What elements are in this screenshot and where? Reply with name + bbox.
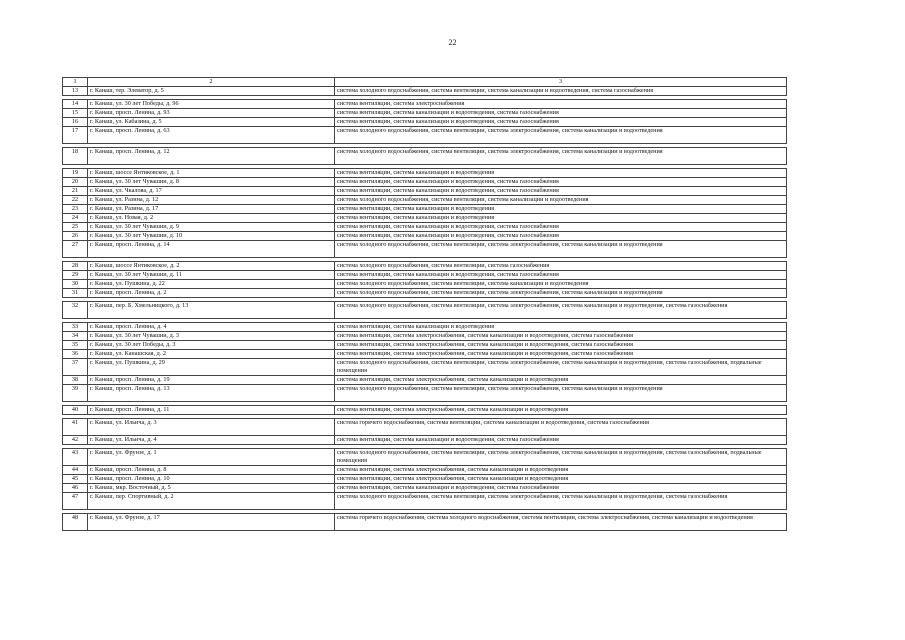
table-row [63, 148, 787, 165]
row-systems: система вентиляции, система канализации и водоотведения, система газоснабжения [335, 436, 787, 445]
row-systems: система вентиляции, система канализации и водоотведения [335, 323, 787, 332]
row-number: 29 [63, 271, 88, 280]
row-address: г. Канаш, ул. 30 лет Чувашии, д. 3 [88, 332, 335, 341]
table-row [63, 100, 787, 109]
table-row [63, 178, 787, 187]
row-number: 35 [63, 341, 88, 350]
header-col-number: 1 [63, 78, 88, 87]
row-systems: система холодного водоснабжения, система вентиляции, система электроснабжения, система канализации и водоотведения, система газоснабжения [335, 302, 787, 319]
row-systems: система вентиляции, система электроснабжения, система канализации и водоотведения [335, 475, 787, 484]
table-row [63, 262, 787, 271]
row-address: г. Канаш, ул. Разина, д. 17 [88, 205, 335, 214]
row-systems: система вентиляции, система канализации и водоотведения, система газоснабжения [335, 232, 787, 241]
row-systems: система холодного водоснабжения, система вентиляции, система канализации и водоотведения, система газоснабжения [335, 87, 787, 96]
table-row [63, 196, 787, 205]
row-number: 25 [63, 223, 88, 232]
row-systems: система холодного водоснабжения, система вентиляции, система канализации и водоотведения [335, 280, 787, 289]
row-number: 24 [63, 214, 88, 223]
row-systems: система вентиляции, система канализации и водоотведения, система газоснабжения [335, 187, 787, 196]
row-number: 46 [63, 484, 88, 493]
row-number: 36 [63, 350, 88, 359]
row-address: г. Канаш, ул. 30 лет Победы, д. 3 [88, 341, 335, 350]
row-number: 43 [63, 449, 88, 466]
row-number: 20 [63, 178, 88, 187]
row-address: г. Канаш, мкр. Восточный, д. 5 [88, 484, 335, 493]
row-number: 39 [63, 385, 88, 402]
table-row [63, 406, 787, 415]
row-address: г. Канаш, ул. Кабазина, д. 5 [88, 118, 335, 127]
table-row [63, 289, 787, 298]
row-number: 37 [63, 359, 88, 376]
row-systems: система холодного водоснабжения, система вентиляции, система электроснабжения, система канализации и водоотведения [335, 385, 787, 402]
row-number: 28 [63, 262, 88, 271]
row-number: 22 [63, 196, 88, 205]
row-number: 31 [63, 289, 88, 298]
row-address: г. Канаш, пер. Б. Хмельницкого, д. 13 [88, 302, 335, 319]
row-address: г. Канаш, просп. Ленина, д. 8 [88, 466, 335, 475]
row-number: 34 [63, 332, 88, 341]
row-systems: система вентиляции, система электроснабжения [335, 100, 787, 109]
row-address: г. Канаш, ул. Ильича, д. 3 [88, 419, 335, 436]
table-row [63, 271, 787, 280]
row-address: г. Канаш, ул. 30 лет Чувашии, д. 10 [88, 232, 335, 241]
row-number: 21 [63, 187, 88, 196]
row-address: г. Канаш, просп. Ленина, д. 4 [88, 323, 335, 332]
row-number: 19 [63, 169, 88, 178]
row-address: г. Канаш, пер. Спортивный, д. 2 [88, 493, 335, 510]
table-row [63, 223, 787, 232]
row-systems: система вентиляции, система канализации и водоотведения, система газоснабжения [335, 178, 787, 187]
row-number: 16 [63, 118, 88, 127]
table-row [63, 214, 787, 223]
row-number: 13 [63, 87, 88, 96]
row-number: 48 [63, 514, 88, 531]
row-systems: система вентиляции, система электроснабжения, система канализации и водоотведения [335, 406, 787, 415]
table-row [63, 232, 787, 241]
row-address: г. Канаш, просп. Ленина, д. 11 [88, 406, 335, 415]
row-number: 44 [63, 466, 88, 475]
row-systems: система вентиляции, система канализации и водоотведения, система газоснабжения [335, 484, 787, 493]
row-address: г. Канаш, ул. Фрунзе, д. 1 [88, 449, 335, 466]
row-systems: система вентиляции, система канализации и водоотведения [335, 169, 787, 178]
row-address: г. Канаш, просп. Ленина, д. 2 [88, 289, 335, 298]
table-row [63, 484, 787, 493]
row-address: г. Канаш, просп. Ленина, д. 10 [88, 475, 335, 484]
row-systems: система холодного водоснабжения, система вентиляции, система газоснабжения [335, 262, 787, 271]
row-number: 18 [63, 148, 88, 165]
table-row [63, 127, 787, 144]
table-row [63, 87, 787, 96]
row-address: г. Канаш, просп. Ленина, д. 93 [88, 109, 335, 118]
registry-table-body [63, 78, 787, 531]
table-row [63, 419, 787, 436]
row-systems: система вентиляции, система канализации и водоотведения, система газоснабжения [335, 109, 787, 118]
row-address: г. Канаш, ул. Разина, д. 12 [88, 196, 335, 205]
row-systems: система вентиляции, система канализации и водоотведения [335, 205, 787, 214]
table-header-row [63, 78, 787, 87]
row-number: 14 [63, 100, 88, 109]
row-systems: система холодного водоснабжения, система вентиляции, система электроснабжения, система канализации и водоотведения, система газоснабжения, подвальные помещения [335, 359, 787, 376]
header-col-address: 2 [88, 78, 335, 87]
row-systems: система вентиляции, система электроснабжения, система канализации и водоотведения [335, 376, 787, 385]
row-address: г. Канаш, ул. Канашская, д. 2 [88, 350, 335, 359]
row-number: 45 [63, 475, 88, 484]
row-number: 41 [63, 419, 88, 436]
row-systems: система вентиляции, система электроснабжения, система канализации и водоотведения, система газоснабжения [335, 332, 787, 341]
table-row [63, 323, 787, 332]
table-row [63, 514, 787, 531]
row-address: г. Канаш, ул. 30 лет Чувашии, д. 9 [88, 223, 335, 232]
row-address: г. Канаш, просп. Ленина, д. 13 [88, 385, 335, 402]
row-systems: система вентиляции, система электроснабжения, система канализации и водоотведения [335, 466, 787, 475]
row-number: 23 [63, 205, 88, 214]
table-row [63, 466, 787, 475]
table-row [63, 332, 787, 341]
table-row [63, 109, 787, 118]
row-address: г. Канаш, просп. Ленина, д. 19 [88, 376, 335, 385]
row-number: 33 [63, 323, 88, 332]
row-number: 32 [63, 302, 88, 319]
row-address: г. Канаш, ул. 30 лет Чувашии, д. 11 [88, 271, 335, 280]
table-row [63, 241, 787, 258]
table-row [63, 187, 787, 196]
row-address: г. Канаш, ул. 30 лет Победы, д. 96 [88, 100, 335, 109]
registry-table [62, 77, 787, 531]
row-address: г. Канаш, тер. Элеватор, д. 5 [88, 87, 335, 96]
page-number: 22 [448, 38, 457, 47]
row-systems: система холодного водоснабжения, система вентиляции, система электроснабжения, система канализации и водоотведения [335, 289, 787, 298]
table-row [63, 118, 787, 127]
row-address: г. Канаш, шоссе Янтиковское, д. 2 [88, 262, 335, 271]
row-number: 38 [63, 376, 88, 385]
table-row [63, 341, 787, 350]
row-systems: система холодного водоснабжения, система вентиляции, система канализации и водоотведения [335, 196, 787, 205]
row-address: г. Канаш, ул. 30 лет Чувашии, д. 8 [88, 178, 335, 187]
table-row [63, 280, 787, 289]
row-address: г. Канаш, ул. Пушкина, д. 29 [88, 359, 335, 376]
table-row [63, 493, 787, 510]
row-number: 15 [63, 109, 88, 118]
row-systems: система горячего водоснабжения, система вентиляции, система канализации и водоотведения, система газоснабжения [335, 419, 787, 436]
row-systems: система холодного водоснабжения, система вентиляции, система электроснабжения, система канализации и водоотведения [335, 127, 787, 144]
row-systems: система вентиляции, система канализации и водоотведения, система газоснабжения [335, 271, 787, 280]
table-row [63, 436, 787, 445]
table-row [63, 350, 787, 359]
row-systems: система вентиляции, система канализации и водоотведения, система газоснабжения [335, 118, 787, 127]
row-address: г. Канаш, ул. Пушкина, д. 22 [88, 280, 335, 289]
row-address: г. Канаш, просп. Ленина, д. 12 [88, 148, 335, 165]
row-number: 42 [63, 436, 88, 445]
table-row [63, 169, 787, 178]
row-systems: система холодного водоснабжения, система вентиляции, система электроснабжения, система канализации и водоотведения [335, 148, 787, 165]
row-systems: система холодного водоснабжения, система вентиляции, система электроснабжения, система канализации и водоотведения, система газоснабжения [335, 493, 787, 510]
row-address: г. Канаш, ул. Чкалова, д. 17 [88, 187, 335, 196]
table-row [63, 205, 787, 214]
table-row [63, 385, 787, 402]
row-systems: система вентиляции, система канализации и водоотведения, система газоснабжения [335, 223, 787, 232]
row-number: 40 [63, 406, 88, 415]
table-row [63, 376, 787, 385]
row-address: г. Канаш, просп. Ленина, д. 14 [88, 241, 335, 258]
row-address: г. Канаш, просп. Ленина, д. 63 [88, 127, 335, 144]
row-number: 17 [63, 127, 88, 144]
row-systems: система холодного водоснабжения, система вентиляции, система электроснабжения, система канализации и водоотведения [335, 241, 787, 258]
row-systems: система вентиляции, система канализации и водоотведения [335, 214, 787, 223]
row-systems: система вентиляции, система электроснабжения, система канализации и водоотведения, система газоснабжения [335, 350, 787, 359]
row-systems: система холодного водоснабжения, система вентиляции, система электроснабжения, система канализации и водоотведения, система газоснабжения, подвальные помещения [335, 449, 787, 466]
table-row [63, 302, 787, 319]
row-address: г. Канаш, ул. Новая, д. 2 [88, 214, 335, 223]
row-address: г. Канаш, шоссе Янтиковское, д. 1 [88, 169, 335, 178]
row-number: 47 [63, 493, 88, 510]
table-row [63, 475, 787, 484]
row-address: г. Канаш, ул. Фрунзе, д. 17 [88, 514, 335, 531]
row-number: 30 [63, 280, 88, 289]
row-number: 26 [63, 232, 88, 241]
row-address: г. Канаш, ул. Ильича, д. 4 [88, 436, 335, 445]
row-number: 27 [63, 241, 88, 258]
header-col-systems: 3 [335, 78, 787, 87]
table-row [63, 359, 787, 376]
row-systems: система горячего водоснабжения, система холодного водоснабжения, система вентиляции, система электроснабжения, система канализации и водоотведения [335, 514, 787, 531]
table-row [63, 449, 787, 466]
row-systems: система вентиляции, система электроснабжения, система канализации и водоотведения, система газоснабжения [335, 341, 787, 350]
